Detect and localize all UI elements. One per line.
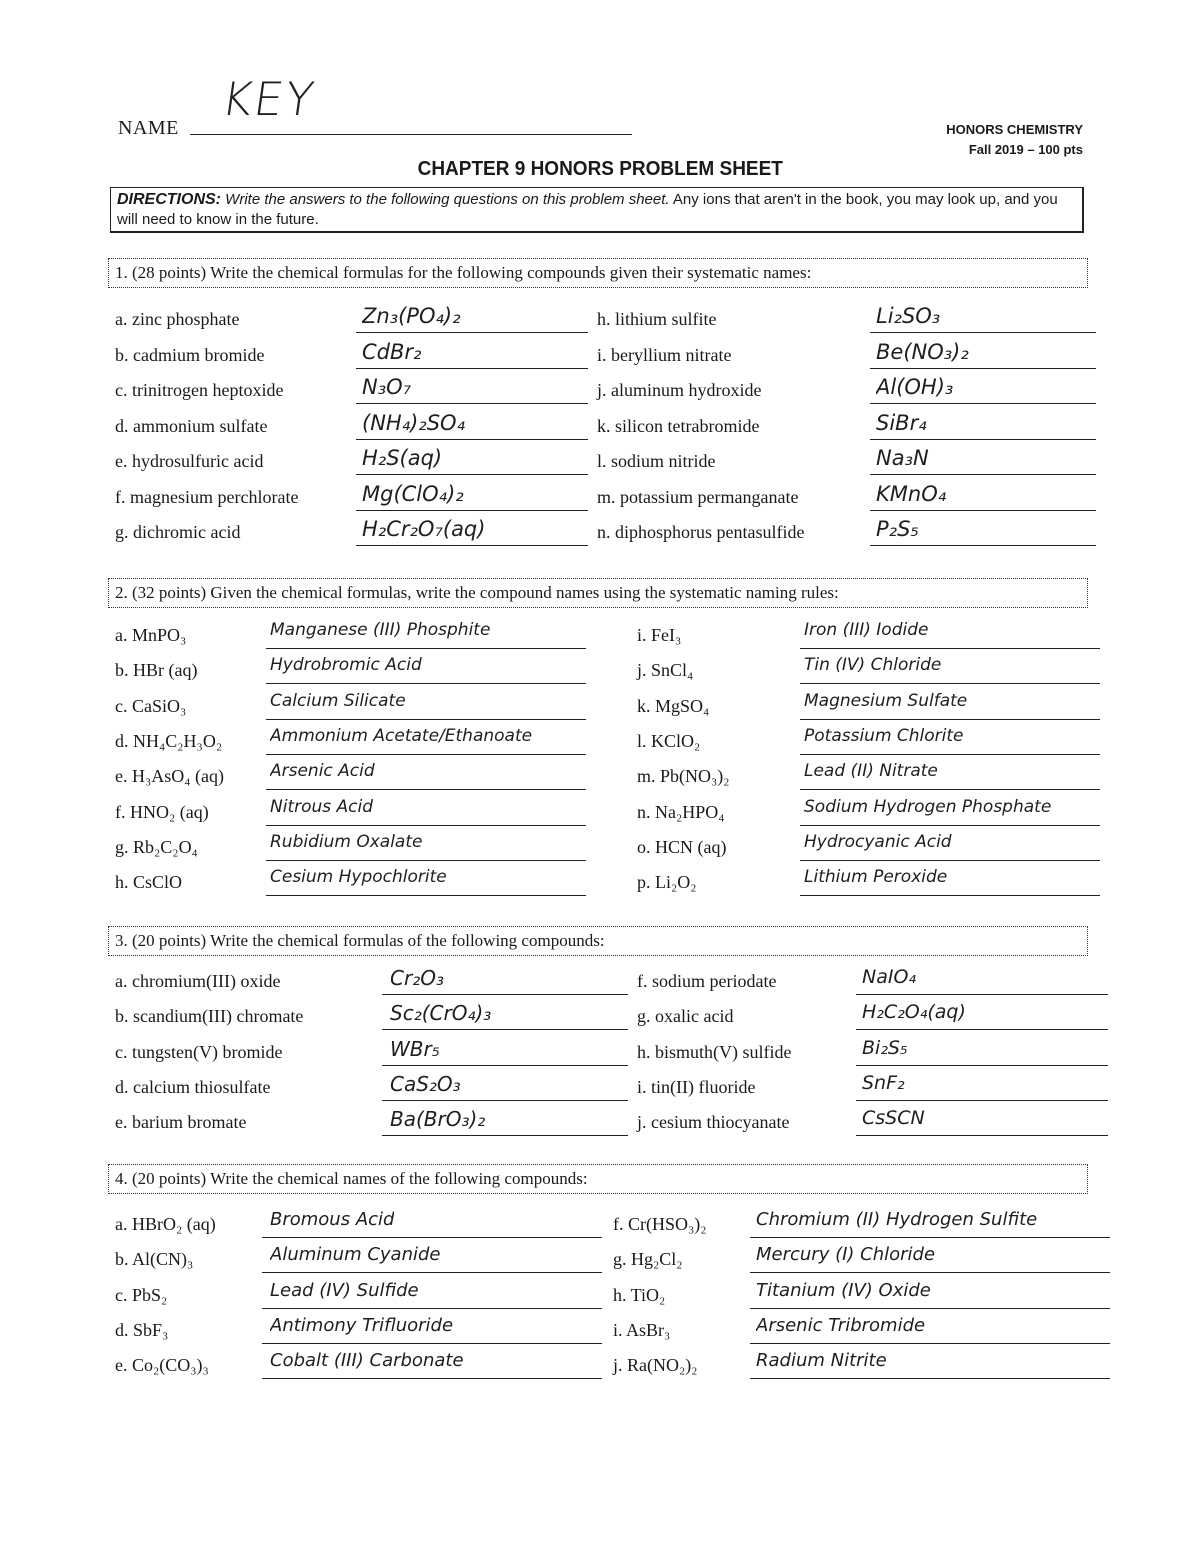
answer-line bbox=[382, 1065, 628, 1066]
question-label: f. magnesium perchlorate bbox=[115, 486, 299, 507]
answer-field[interactable]: Na₃N bbox=[876, 446, 929, 470]
question-label: h. TiO₂ bbox=[613, 1284, 666, 1305]
question-label: l. sodium nitride bbox=[597, 451, 716, 471]
answer-line bbox=[870, 545, 1096, 546]
answer-field[interactable]: Be(NO₃)₂ bbox=[876, 339, 969, 364]
directions-label: DIRECTIONS: bbox=[117, 191, 221, 208]
question-label: l. KClO₂ bbox=[637, 730, 701, 751]
answer-line bbox=[750, 1378, 1110, 1379]
question-label: b. Al(CN)₃ bbox=[115, 1249, 194, 1270]
directions-text: Any ions that aren't in the book, you may look up, and you will need to know in the future. bbox=[117, 191, 1058, 228]
section-2-heading: 2. (32 points) Given the chemical formulas, write the compound names using the systematic naming rules: bbox=[108, 578, 1088, 608]
answer-field[interactable]: Iron (III) Iodide bbox=[804, 620, 929, 640]
answer-field[interactable]: Cesium Hypochlorite bbox=[270, 867, 447, 888]
question-label: i. AsBr₃ bbox=[613, 1319, 671, 1340]
question-label: b. HBr (aq) bbox=[115, 660, 198, 681]
answer-line bbox=[356, 403, 588, 404]
question-label: f. Cr(HSO₃)₂ bbox=[613, 1214, 707, 1234]
answer-field[interactable]: Mercury (I) Chloride bbox=[756, 1244, 936, 1266]
directions-italic-text: Write the answers to the following questions on this problem sheet. bbox=[225, 191, 670, 208]
question-label: d. calcium thiosulfate bbox=[115, 1076, 271, 1097]
question-label: j. cesium thiocyanate bbox=[637, 1112, 790, 1133]
course-info bbox=[946, 120, 1083, 160]
question-label: n. Na₂HPO₄ bbox=[637, 801, 725, 822]
answer-field[interactable]: CsSCN bbox=[862, 1107, 925, 1130]
term-points: Fall 2019 – 100 pts bbox=[968, 142, 1083, 157]
answer-field[interactable]: SiBr₄ bbox=[876, 410, 927, 435]
answer-line bbox=[262, 1272, 602, 1273]
question-label: k. MgSO₄ bbox=[637, 695, 710, 716]
answer-line bbox=[262, 1343, 602, 1344]
question-label: d. SbF₃ bbox=[115, 1319, 169, 1340]
name-value[interactable]: KEY bbox=[218, 72, 320, 126]
question-label: b. scandium(III) chromate bbox=[115, 1006, 304, 1027]
answer-line bbox=[870, 439, 1096, 440]
answer-line bbox=[266, 648, 586, 649]
answer-line bbox=[382, 994, 628, 995]
answer-line bbox=[870, 368, 1096, 369]
answer-line bbox=[382, 1135, 628, 1136]
question-label: p. Li₂O₂ bbox=[637, 872, 697, 893]
question-label: j. SnCl₄ bbox=[637, 660, 694, 681]
section-3-heading: 3. (20 points) Write the chemical formulas of the following compounds: bbox=[108, 926, 1088, 956]
answer-line bbox=[356, 474, 588, 475]
answer-field[interactable]: WBr₅ bbox=[390, 1036, 440, 1061]
answer-line bbox=[266, 825, 586, 826]
answer-line bbox=[750, 1308, 1110, 1309]
answer-line bbox=[750, 1272, 1110, 1273]
answer-line bbox=[856, 1100, 1108, 1101]
name-label: NAME bbox=[118, 117, 179, 139]
question-label: a. zinc phosphate bbox=[115, 309, 240, 329]
answer-line bbox=[382, 1029, 628, 1030]
answer-line bbox=[800, 754, 1100, 755]
question-label: o. HCN (aq) bbox=[637, 836, 727, 857]
question-label: b. cadmium bromide bbox=[115, 344, 265, 365]
answer-field[interactable]: H₂C₂O₄(aq) bbox=[862, 1001, 966, 1024]
question-label: e. H₃AsO₄ (aq) bbox=[115, 766, 225, 787]
answer-field[interactable]: Hydrocyanic Acid bbox=[804, 831, 952, 852]
answer-line bbox=[356, 332, 588, 333]
answer-field[interactable]: Titanium (IV) Oxide bbox=[756, 1279, 931, 1301]
question-label: c. PbS₂ bbox=[115, 1284, 168, 1305]
question-label: e. Co₂(CO₃)₃ bbox=[115, 1355, 209, 1376]
answer-line bbox=[356, 368, 588, 369]
question-label: k. silicon tetrabromide bbox=[597, 415, 760, 436]
answer-field[interactable]: Ammonium Acetate/Ethanoate bbox=[270, 725, 533, 746]
answer-line bbox=[356, 439, 588, 440]
answer-line bbox=[266, 895, 586, 896]
answer-field[interactable]: Aluminum Cyanide bbox=[270, 1244, 441, 1266]
answer-field[interactable]: H₂S(aq) bbox=[362, 446, 443, 470]
answer-line bbox=[856, 1135, 1108, 1136]
answer-line bbox=[800, 719, 1100, 720]
question-label: h. bismuth(V) sulfide bbox=[637, 1041, 792, 1062]
answer-field[interactable]: Bi₂S₅ bbox=[862, 1036, 908, 1059]
answer-line bbox=[266, 683, 586, 684]
answer-field[interactable]: Radium Nitrite bbox=[756, 1350, 887, 1372]
question-label: g. oxalic acid bbox=[637, 1006, 734, 1027]
answer-field[interactable]: Zn₃(PO₄)₂ bbox=[362, 304, 461, 328]
question-label: i. tin(II) fluoride bbox=[637, 1076, 756, 1097]
answer-field[interactable]: Chromium (II) Hydrogen Sulfite bbox=[756, 1209, 1038, 1230]
answer-line bbox=[800, 825, 1100, 826]
question-label: j. Ra(NO₂)₂ bbox=[613, 1355, 698, 1376]
question-label: g. Rb₂C₂O₄ bbox=[115, 836, 198, 857]
question-label: n. diphosphorus pentasulfide bbox=[597, 522, 805, 542]
section-1-heading: 1. (28 points) Write the chemical formulas for the following compounds given their systematic names: bbox=[108, 258, 1088, 288]
answer-field[interactable]: SnF₂ bbox=[862, 1071, 905, 1094]
answer-field[interactable]: Arsenic Tribromide bbox=[756, 1314, 926, 1336]
question-label: h. CsClO bbox=[115, 872, 183, 893]
answer-field[interactable]: Mg(ClO₄)₂ bbox=[362, 481, 464, 506]
answer-field[interactable]: Sodium Hydrogen Phosphate bbox=[804, 796, 1052, 817]
answer-line bbox=[356, 510, 588, 511]
page-title-text: CHAPTER 9 HONORS PROBLEM SHEET bbox=[417, 158, 783, 180]
answer-field[interactable]: Nitrous Acid bbox=[270, 796, 374, 817]
answer-field[interactable]: Hydrobromic Acid bbox=[270, 655, 422, 676]
answer-field[interactable]: H₂Cr₂O₇(aq) bbox=[362, 517, 486, 541]
question-label: c. trinitrogen heptoxide bbox=[115, 380, 284, 400]
answer-line bbox=[266, 754, 586, 755]
answer-line bbox=[266, 719, 586, 720]
section-4-heading: 4. (20 points) Write the chemical names of the following compounds: bbox=[108, 1164, 1088, 1194]
answer-field[interactable]: Sc₂(CrO₄)₃ bbox=[390, 1001, 492, 1026]
answer-field[interactable]: Rubidium Oxalate bbox=[270, 831, 423, 852]
question-label: a. MnPO₃ bbox=[115, 625, 187, 645]
answer-line bbox=[800, 648, 1100, 649]
name-line bbox=[190, 134, 632, 135]
answer-line bbox=[266, 789, 586, 790]
answer-line bbox=[870, 403, 1096, 404]
answer-line bbox=[750, 1343, 1110, 1344]
question-label: g. Hg₂Cl₂ bbox=[613, 1249, 683, 1270]
directions-box bbox=[110, 187, 1084, 233]
answer-field[interactable]: Magnesium Sulfate bbox=[804, 690, 968, 711]
answer-line bbox=[800, 860, 1100, 861]
answer-field[interactable]: Cr₂O₃ bbox=[390, 966, 444, 990]
answer-line bbox=[800, 895, 1100, 896]
answer-field[interactable]: CdBr₂ bbox=[362, 339, 422, 364]
answer-line bbox=[856, 1029, 1108, 1030]
answer-line bbox=[266, 860, 586, 861]
question-label: h. lithium sulfite bbox=[597, 309, 717, 329]
answer-field[interactable]: Manganese (III) Phosphite bbox=[270, 620, 491, 640]
question-label: c. CaSiO₃ bbox=[115, 695, 187, 716]
answer-field[interactable]: NaIO₄ bbox=[862, 966, 917, 988]
question-label: e. hydrosulfuric acid bbox=[115, 451, 264, 471]
question-label: m. potassium permanganate bbox=[597, 486, 799, 507]
answer-line bbox=[262, 1378, 602, 1379]
question-label: d. NH₄C₂H₃O₂ bbox=[115, 730, 223, 751]
answer-field[interactable]: Tin (IV) Chloride bbox=[804, 655, 942, 676]
answer-field[interactable]: Potassium Chlorite bbox=[804, 725, 964, 746]
answer-field[interactable]: N₃O₇ bbox=[362, 375, 412, 399]
question-label: g. dichromic acid bbox=[115, 522, 241, 542]
answer-line bbox=[870, 332, 1096, 333]
question-label: f. HNO₂ (aq) bbox=[115, 801, 209, 822]
answer-line bbox=[856, 994, 1108, 995]
question-label: a. HBrO₂ (aq) bbox=[115, 1214, 216, 1234]
question-label: f. sodium periodate bbox=[637, 971, 777, 991]
answer-line bbox=[870, 510, 1096, 511]
question-label: j. aluminum hydroxide bbox=[597, 380, 762, 400]
question-label: a. chromium(III) oxide bbox=[115, 971, 281, 991]
answer-field[interactable]: Antimony Trifluoride bbox=[270, 1314, 454, 1336]
answer-line bbox=[356, 545, 588, 546]
question-label: i. FeI₃ bbox=[637, 625, 682, 645]
page-title bbox=[0, 158, 1200, 181]
question-label: i. beryllium nitrate bbox=[597, 344, 732, 365]
answer-field[interactable]: Lead (IV) Sulfide bbox=[270, 1279, 419, 1301]
answer-field[interactable]: (NH₄)₂SO₄ bbox=[362, 410, 466, 435]
question-label: c. tungsten(V) bromide bbox=[115, 1041, 283, 1062]
question-label: d. ammonium sulfate bbox=[115, 415, 268, 436]
answer-line bbox=[750, 1237, 1110, 1238]
answer-field[interactable]: Arsenic Acid bbox=[270, 761, 375, 782]
answer-line bbox=[382, 1100, 628, 1101]
answer-field[interactable]: Calcium Silicate bbox=[270, 690, 406, 711]
answer-field[interactable]: Li₂SO₃ bbox=[876, 304, 941, 328]
answer-line bbox=[856, 1065, 1108, 1066]
answer-field[interactable]: Al(OH)₃ bbox=[876, 375, 954, 399]
answer-line bbox=[800, 683, 1100, 684]
answer-line bbox=[262, 1308, 602, 1309]
answer-field[interactable]: P₂S₅ bbox=[876, 517, 919, 541]
answer-field[interactable]: Bromous Acid bbox=[270, 1209, 395, 1230]
answer-line bbox=[870, 474, 1096, 475]
answer-line bbox=[262, 1237, 602, 1238]
answer-field[interactable]: Lithium Peroxide bbox=[804, 867, 948, 888]
question-label: m. Pb(NO₃)₂ bbox=[637, 766, 730, 787]
answer-field[interactable]: KMnO₄ bbox=[876, 481, 947, 506]
question-label: e. barium bromate bbox=[115, 1112, 247, 1133]
answer-field[interactable]: Lead (II) Nitrate bbox=[804, 761, 938, 782]
course-name: HONORS CHEMISTRY bbox=[946, 122, 1083, 137]
answer-field[interactable]: Cobalt (III) Carbonate bbox=[270, 1350, 464, 1372]
answer-field[interactable]: Ba(BrO₃)₂ bbox=[390, 1107, 486, 1132]
answer-line bbox=[800, 789, 1100, 790]
answer-field[interactable]: CaS₂O₃ bbox=[390, 1071, 461, 1096]
